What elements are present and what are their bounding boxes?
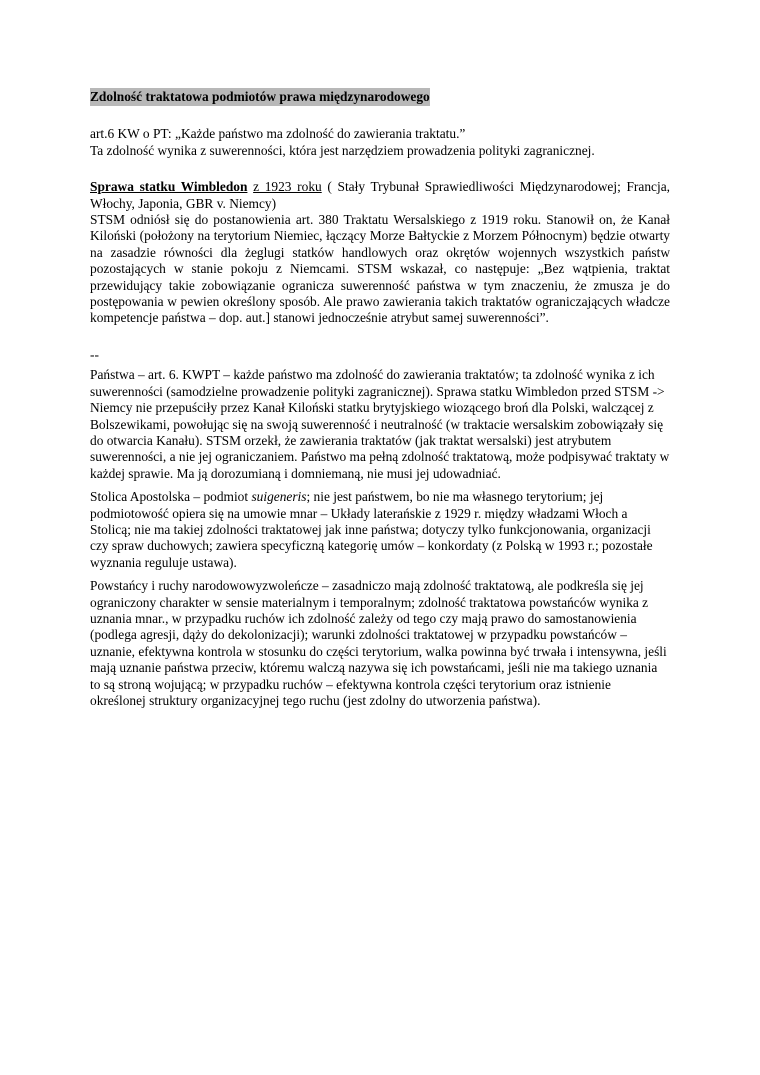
paragraph-holy-see (90, 489, 670, 571)
case-body: STSM odniósł się do postanowienia art. 380 Traktatu Wersalskiego z 1919 roku. Stanowił on, że Kanał Kiloński (położony na terytorium Niemiec, łączący Morze Bałtyckie z Morzem Północnym) będzie otwarty na zasadzie równości dla żeglugi statków handlowych oraz okrętów wojennych wszystkich państw pozostających w stanie pokoju z Niemcami. STSM wskazał, co następuje: „Bez wątpienia, traktat przewidujący takie zobowiązanie ogranicza suwerenność państwa w tym znaczeniu, że zmusza je do postępowania w pewien określony sposób. Ale prawo zawierania takich traktatów ograniczających władcze kompetencje państwa – dop. aut.] stanowi jednocześnie atrybut samej suwerenności”. (90, 212, 670, 326)
document-page (90, 88, 670, 716)
article-line-1: art.6 KW o PT: „Każde państwo ma zdolność do zawierania traktatu.” (90, 126, 466, 142)
title-block (90, 88, 670, 106)
case-section (90, 179, 670, 327)
case-court: ( Stały Trybunał Sprawiedliwości Międzynarodowej; Francja, Włochy, Japonia, GBR v. Niemcy) (90, 179, 670, 211)
case-year: z 1923 roku (253, 179, 322, 195)
holy-see-text-end: ; nie jest państwem, bo nie ma własnego terytorium; jej podmiotowość opiera się na umowie mnar – Układy laterańskie z 1929 r. między władzami Włoch a Stolicą; nie ma takiej zdolności traktatowej jak inne państwa; dotyczy tylko funkcjonowania, organizacji czy spraw duchowych; zawiera specyficzną kategorię umów – konkordaty (z Polską w 1993 r.; pozostałe wyznania reguluje ustawa). (90, 489, 653, 570)
paragraph-states: Państwa – art. 6. KWPT – każde państwo ma zdolność do zawierania traktatów; ta zdolność wynika z ich suwerenności (samodzielne prowadzenie polityki zagranicznej). Sprawa statku Wimbledon przed STSM -> Niemcy nie przepuściły przez Kanał Kiloński statku brytyjskiego wiozącego broń dla Polski, walczącej z Bolszewikami, powołując się na swoją suwerenność i neutralność (w traktacie wersalskim zobowiązały się do otwarcia Kanału). STSM orzekł, że zawierania traktatów (jak traktat wersalski) jest atrybutem suwerenności, a nie jej ograniczaniem. Państwo ma pełną zdolność traktatową, może podpisywać traktaty w każdej sprawie. Ma ją dorozumianą i domniemaną, nie musi jej udowadniać. (90, 367, 670, 481)
article-line-2: Ta zdolność wynika z suwerenności, która jest narzędziem prowadzenia polityki zagranicznej. (90, 142, 595, 158)
article-quote (90, 126, 670, 159)
separator: -- (90, 346, 99, 362)
paragraph-insurgents: Powstańcy i ruchy narodowowyzwoleńcze – zasadniczo mają zdolność traktatową, ale podkreśla się jej ograniczony charakter w sensie materialnym i temporalnym; zdolność traktatowa powstańców wynika z uznania mnar., w przypadku ruchów ich zdolność zależy od tego czy mają prawo do samostanowienia (podlega agresji, dąży do dekolonizacji); warunki zdolności traktatowej w przypadku powstańców – uznanie, efektywna kontrola w stosunku do części terytorium, walka powinna być trwała i intensywna, jeśli mają uznanie państwa przeciw, któremu walczą nazywa się ich powstańcami, jeśli nie ma takiego uznania to są stroną wojującą; w przypadku ruchów – efektywna kontrola części terytorium oraz istnienie określonej struktury organizacyjnej tego ruchu (jest zdolny do utworzenia państwa). (90, 578, 667, 708)
holy-see-text-start: Stolica Apostolska – podmiot (90, 489, 252, 505)
case-name: Sprawa statku Wimbledon (90, 179, 248, 195)
document-title: Zdolność traktatowa podmiotów prawa międzynarodowego (90, 88, 430, 106)
holy-see-italic-term: suigeneris (251, 489, 307, 505)
